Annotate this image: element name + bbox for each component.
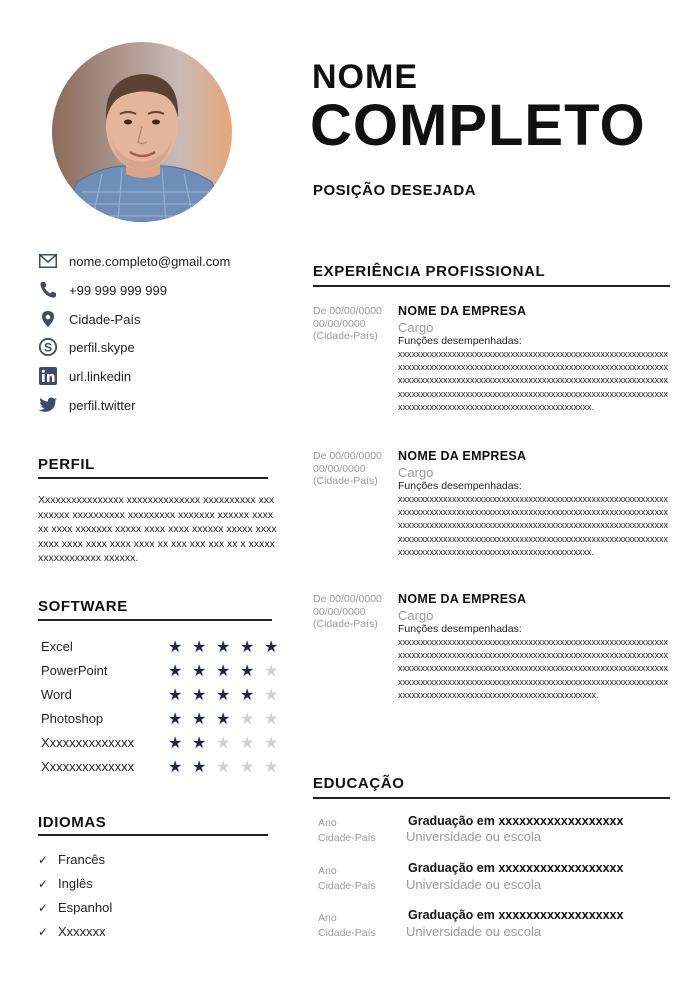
profile-photo [52,42,232,222]
section-divider-software [38,619,272,621]
experience-date-from: De 00/00/0000 [313,593,382,605]
experience-role: Cargo [398,608,434,623]
contact-email[interactable] [38,250,230,272]
star-empty-icon: ★ [240,759,255,776]
experience-duties: xxxxxxxxxxxxxxxxxxxxxxxxxxxxxxxxxxxxxxxxxxxxxxxxxxxxxxxxxxxxxxxxxxxxxxxxxxxxxxxxxxxxxxxxxxxxxxxxxxxxxxxxxxxxxxxxxxxxxxxxxxxxxxxxxxxxxxxxxxxxxxxxxxxxxxxxxxxxxxxxxxxxxxxxxxxxxxxxxxxxxxxxxxxxxxxxxxxxxxxxxxxxxxxxxxxxxxxxxxxxxxxxxxxxxxxxxxxxxxxxxxxxxxxxxxxxxxxxxxxxxxxxxxxxxxxxxxxxxxxxxxx. [398,494,668,557]
software-name: PowerPoint [41,663,108,678]
experience-role: Cargo [398,320,434,335]
software-name: Excel [41,639,73,654]
education-year: Ano [318,865,337,877]
experience-location: (Cidade-País) [313,475,378,487]
experience-duties: xxxxxxxxxxxxxxxxxxxxxxxxxxxxxxxxxxxxxxxxxxxxxxxxxxxxxxxxxxxxxxxxxxxxxxxxxxxxxxxxxxxxxxxxxxxxxxxxxxxxxxxxxxxxxxxxxxxxxxxxxxxxxxxxxxxxxxxxxxxxxxxxxxxxxxxxxxxxxxxxxxxxxxxxxxxxxxxxxxxxxxxxxxxxxxxxxxxxxxxxxxxxxxxxxxxxxxxxxxxxxxxxxxxxxxxxxxxxxxxxxxxxxxxxxxxxxxxxxxxxxxxxxxxxxxxxxxxxxxxxxxxx. [398,637,668,700]
section-title-languages: IDIOMAS [38,814,107,831]
star-filled-icon: ★ [168,639,183,656]
experience-dates [313,450,393,488]
svg-text:S: S [43,340,53,355]
experience-duties: xxxxxxxxxxxxxxxxxxxxxxxxxxxxxxxxxxxxxxxxxxxxxxxxxxxxxxxxxxxxxxxxxxxxxxxxxxxxxxxxxxxxxxxxxxxxxxxxxxxxxxxxxxxxxxxxxxxxxxxxxxxxxxxxxxxxxxxxxxxxxxxxxxxxxxxxxxxxxxxxxxxxxxxxxxxxxxxxxxxxxxxxxxxxxxxxxxxxxxxxxxxxxxxxxxxxxxxxxxxxxxxxxxxxxxxxxxxxxxxxxxxxxxxxxxxxxxxxxxxxxxxxxxxxxxxxxxxxxxxxxxx. [398,349,668,412]
education-year: Ano [318,912,337,924]
experience-company: NOME DA EMPRESA [398,304,527,318]
star-filled-icon: ★ [264,639,279,656]
language-name: Francês [58,852,105,867]
software-rating [168,760,288,776]
section-divider-education [313,797,670,799]
experience-company: NOME DA EMPRESA [398,592,527,606]
contact-email-text: nome.completo@gmail.com [69,253,231,269]
experience-date-to: 00/00/0000 [313,605,366,618]
language-name: Espanhol [58,900,113,915]
star-empty-icon: ★ [264,663,279,680]
education-degree: Graduação em xxxxxxxxxxxxxxxxxx [408,861,624,875]
experience-dates [313,593,393,631]
education-school: Universidade ou escola [406,829,542,844]
section-title-education: EDUCAÇÃO [313,775,405,792]
software-rating [168,640,288,656]
experience-date-to: 00/00/0000 [313,462,366,475]
contact-skype-text: perfil.skype [69,339,135,355]
software-rating [168,688,288,704]
education-school: Universidade ou escola [406,924,542,939]
language-item [38,876,93,891]
name-second-line: COMPLETO [310,93,646,158]
star-filled-icon: ★ [216,687,231,704]
software-rating [168,736,288,752]
star-filled-icon: ★ [240,663,255,680]
language-item [38,852,105,867]
education-school: Universidade ou escola [406,877,542,892]
star-filled-icon: ★ [216,639,231,656]
software-name: Photoshop [41,711,104,726]
star-filled-icon: ★ [168,687,183,704]
education-year: Ano [318,817,337,829]
checkmark-icon: ✓ [38,876,49,891]
software-name: Xxxxxxxxxxxxxx [41,759,135,774]
star-empty-icon: ★ [240,735,255,752]
education-city: Cidade-País [318,927,376,939]
section-divider-experience [313,285,670,287]
star-filled-icon: ★ [192,735,207,752]
star-empty-icon: ★ [264,687,279,704]
contact-twitter[interactable] [38,394,135,416]
star-filled-icon: ★ [192,759,207,776]
experience-duties-label: Funções desempenhadas: [398,335,522,347]
section-title-profile: PERFIL [38,456,95,473]
star-filled-icon: ★ [168,735,183,752]
experience-date-from: De 00/00/0000 [313,450,382,462]
desired-position: POSIÇÃO DESEJADA [313,182,477,199]
twitter-icon [38,395,58,415]
contact-twitter-text: perfil.twitter [69,397,136,413]
education-city: Cidade-País [318,880,376,892]
experience-location: (Cidade-País) [313,330,378,342]
star-filled-icon: ★ [240,639,255,656]
section-divider-languages [38,834,268,836]
contact-phone-text: +99 999 999 999 [69,282,167,298]
linkedin-icon [38,366,58,386]
experience-company: NOME DA EMPRESA [398,449,527,463]
star-filled-icon: ★ [168,663,183,680]
star-filled-icon: ★ [216,663,231,680]
contact-phone[interactable] [38,279,167,301]
education-city: Cidade-País [318,832,376,844]
contact-location [38,308,141,330]
experience-duties-label: Funções desempenhadas: [398,623,522,635]
star-filled-icon: ★ [192,639,207,656]
software-name: Word [41,687,72,702]
checkmark-icon: ✓ [38,900,49,915]
envelope-icon [38,251,58,271]
section-divider-profile [38,477,268,479]
contact-skype[interactable] [38,336,135,358]
contact-location-text: Cidade-País [69,311,141,327]
experience-role: Cargo [398,465,434,480]
star-empty-icon: ★ [216,735,231,752]
software-rating [168,712,288,728]
name-first-line: NOME [312,58,418,96]
education-degree: Graduação em xxxxxxxxxxxxxxxxxx [408,814,624,828]
section-title-experience: EXPERIÊNCIA PROFISSIONAL [313,263,546,280]
star-empty-icon: ★ [264,759,279,776]
language-name: Xxxxxxx [58,924,106,939]
section-title-software: SOFTWARE [38,598,128,615]
checkmark-icon: ✓ [38,852,49,867]
education-degree: Graduação em xxxxxxxxxxxxxxxxxx [408,908,624,922]
experience-date-from: De 00/00/0000 [313,305,382,317]
star-filled-icon: ★ [216,711,231,728]
experience-duties-label: Funções desempenhadas: [398,480,522,492]
profile-text: Xxxxxxxxxxxxxxxx xxxxxxxxxxxxxx xxxxxxxxxx xxxxxxxxx xxxxxxxxxx xxxxxxxxx xxxxxxx xxxxxx xxxxxx xxxx xxxxxxx xxxxx xxxx xxxx xxxxxx xxxxx xxxx xxxx xxxx xxxx xxxx xxxx xx xxx xxx xxx xx x xxxxxxxxxxxxxxxxx xxxxxx. [38,494,277,564]
star-filled-icon: ★ [192,711,207,728]
language-item [38,900,112,915]
phone-icon [38,280,58,300]
contact-linkedin[interactable] [38,365,131,387]
star-empty-icon: ★ [264,735,279,752]
experience-dates [313,305,393,343]
star-filled-icon: ★ [240,687,255,704]
checkmark-icon: ✓ [38,924,49,939]
experience-date-to: 00/00/0000 [313,317,366,330]
star-empty-icon: ★ [264,711,279,728]
star-filled-icon: ★ [192,663,207,680]
language-name: Inglês [58,876,93,891]
star-filled-icon: ★ [192,687,207,704]
star-empty-icon: ★ [240,711,255,728]
contact-linkedin-text: url.linkedin [69,368,132,384]
location-pin-icon [38,309,58,329]
star-filled-icon: ★ [168,759,183,776]
language-item [38,924,106,939]
experience-location: (Cidade-País) [313,618,378,630]
software-name: Xxxxxxxxxxxxxx [41,735,135,750]
star-filled-icon: ★ [168,711,183,728]
star-empty-icon: ★ [216,759,231,776]
software-rating [168,664,288,680]
skype-icon [38,337,58,357]
